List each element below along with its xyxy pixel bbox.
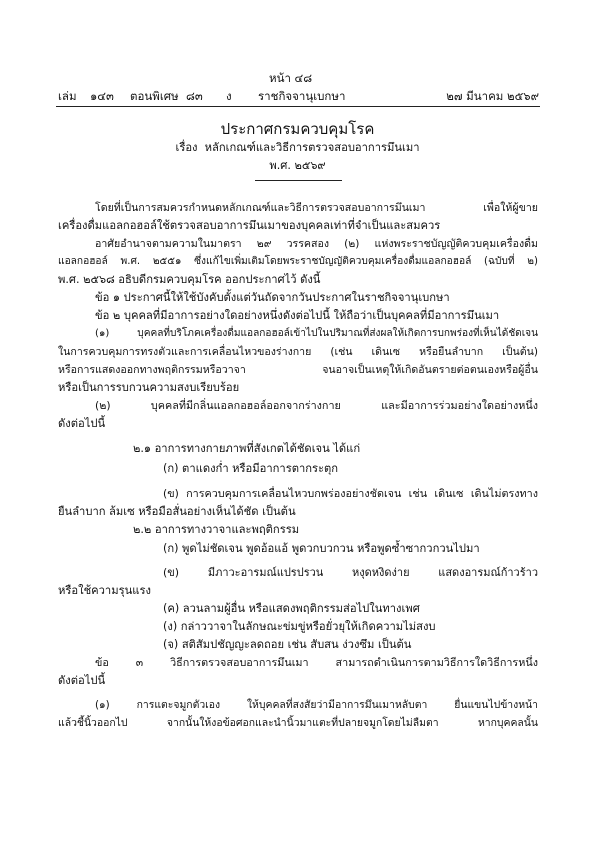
- title-underline: [255, 180, 342, 181]
- gazette-name: ราชกิจจานุเบกษา: [258, 89, 346, 103]
- gazette-volume-label: เล่ม: [58, 89, 77, 103]
- subject-label: เรื่อง: [175, 141, 198, 154]
- subitem-2-2-e: (จ) สติสัมปชัญญะลดถอย เช่น สับสน ง่วงซึม เป็นต้น: [163, 638, 412, 651]
- authority-line-3: พ.ศ. ๒๕๖๘ อธิบดีกรมควบคุมโรค ออกประกาศไว้ ดังนี้: [58, 273, 321, 286]
- announcement-title: ประกาศกรมควบคุมโรค: [220, 120, 375, 138]
- clause-2-item-2-line-1: (๒) บุคคลที่มีกลิ่นแอลกอฮอล์ออกจากร่างกาย และมีอาการร่วมอย่างใดอย่างหนึ่ง: [95, 399, 538, 412]
- header-divider: [56, 106, 540, 107]
- subitem-2-2-b-line-1: (ข) มีภาวะอารมณ์แปรปรวน หงุดหงิดง่าย แสดงอารมณ์ก้าวร้าว: [163, 566, 538, 579]
- subitem-2-2-b-line-2: หรือใช้ความรุนแรง: [58, 584, 151, 597]
- subitem-2-1-b-line-2: ยืนลำบาก ล้มเซ หรือมือสั่นอย่างเห็นได้ชัด เป็นต้น: [58, 505, 296, 518]
- clause-2-item-1-line-4: หรือเป็นการรบกวนความสงบเรียบร้อย: [58, 381, 240, 394]
- clause-3-item-1-line-1: (๑) การแตะจมูกตัวเอง ให้บุคคลที่สงสัยว่ามีอาการมึนเมาหลับตา ยื่นแขนไปข้างหน้า: [95, 699, 538, 711]
- authority-line-1: อาศัยอำนาจตามความในมาตรา ๒๙ วรรคสอง (๒) แห่งพระราชบัญญัติควบคุมเครื่องดื่ม: [95, 238, 538, 250]
- subitem-2-1-a: (ก) ตาแดงก่ำ หรือมีอาการตากระตุก: [163, 462, 339, 475]
- clause-3-line-2: ดังต่อไปนี้: [58, 674, 106, 687]
- subitem-2-1-heading: ๒.๑ อาการทางกายภาพที่สังเกตได้ชัดเจน ได้แก่: [133, 442, 361, 455]
- clause-2: ข้อ ๒ บุคคลที่มีอาการอย่างใดอย่างหนึ่งดังต่อไปนี้ ให้ถือว่าเป็นบุคคลที่มีอาการมึนเมา: [95, 309, 500, 322]
- subject-text: หลักเกณฑ์และวิธีการตรวจสอบอาการมึนเมา: [204, 141, 420, 154]
- subitem-2-1-b-line-1: (ข) การควบคุมการเคลื่อนไหวบกพร่องอย่างชัดเจน เช่น เดินเซ เดินไม่ตรงทาง: [163, 487, 538, 500]
- clause-1: ข้อ ๑ ประกาศนี้ให้ใช้บังคับตั้งแต่วันถัดจากวันประกาศในราชกิจจานุเบกษา: [95, 291, 450, 304]
- gazette-section-label: ตอนพิเศษ: [130, 89, 179, 103]
- subitem-2-2-d: (ง) กล่าววาจาในลักษณะข่มขู่หรือยั่วยุให้เกิดความไม่สงบ: [163, 620, 436, 633]
- subitem-2-2-a: (ก) พูดไม่ชัดเจน พูดอ้อแอ้ พูดวกบวกวน หรือพูดซ้ำซากวกวนไปมา: [163, 542, 480, 555]
- clause-2-item-1-line-2: ในการควบคุมการทรงตัวและการเคลื่อนไหวของร่างกาย (เช่น เดินเซ หรือยืนลำบาก เป็นต้น): [58, 346, 538, 358]
- gazette-section-letter: ง: [226, 89, 232, 103]
- page-number: หน้า ๔๘: [269, 71, 313, 85]
- subitem-2-2-heading: ๒.๒ อาการทางวาจาและพฤติกรรม: [133, 523, 300, 536]
- clause-2-item-1-line-1: (๑) บุคคลที่บริโภคเครื่องดื่มแอลกอฮอล์เข้าไปในปริมาณที่ส่งผลให้เกิดการบกพร่องที่เห็นได้ชัดเจน: [95, 328, 538, 339]
- gazette-section-number: ๘๓: [186, 89, 203, 103]
- gazette-volume-number: ๑๔๓: [90, 89, 114, 103]
- preamble-line-2: เครื่องดื่มแอลกอฮอล์ใช้ตรวจสอบอาการมึนเมาของบุคคลเท่าที่จำเป็นและสมควร: [58, 219, 441, 232]
- preamble-line-1: โดยที่เป็นการสมควรกำหนดหลักเกณฑ์และวิธีการตรวจสอบอาการมึนเมา เพื่อให้ผู้ขาย: [95, 202, 538, 214]
- clause-2-item-2-line-2: ดังต่อไปนี้: [58, 417, 106, 430]
- announcement-year: พ.ศ. ๒๕๖๙: [269, 159, 326, 172]
- announcement-subject: [0, 140, 595, 156]
- authority-line-2: แอลกอฮอล์ พ.ศ. ๒๕๕๑ ซึ่งแก้ไขเพิ่มเติมโดยพระราชบัญญัติควบคุมเครื่องดื่มแอลกอฮอล์ (ฉบับที่ ๒): [58, 256, 538, 267]
- gazette-date: ๒๗ มีนาคม ๒๕๖๙: [446, 89, 539, 103]
- subitem-2-2-c: (ค) ลวนลามผู้อื่น หรือแสดงพฤติกรรมส่อไปในทางเพศ: [163, 602, 420, 615]
- clause-3-line-1: ข้อ ๓ วิธีการตรวจสอบอาการมึนเมา สามารถดำเนินการตามวิธีการใดวิธีการหนึ่ง: [95, 656, 538, 669]
- clause-3-item-1-line-2: แล้วชี้นิ้วออกไป จากนั้นให้งอข้อศอกและนำนิ้วมาแตะที่ปลายจมูกโดยไม่ลืมตา หากบุคคลนั้น: [58, 717, 538, 729]
- clause-2-item-1-line-3: หรือการแสดงออกทางพฤติกรรมหรือวาจา จนอาจเป็นเหตุให้เกิดอันตรายต่อตนเองหรือผู้อื่น: [58, 364, 538, 376]
